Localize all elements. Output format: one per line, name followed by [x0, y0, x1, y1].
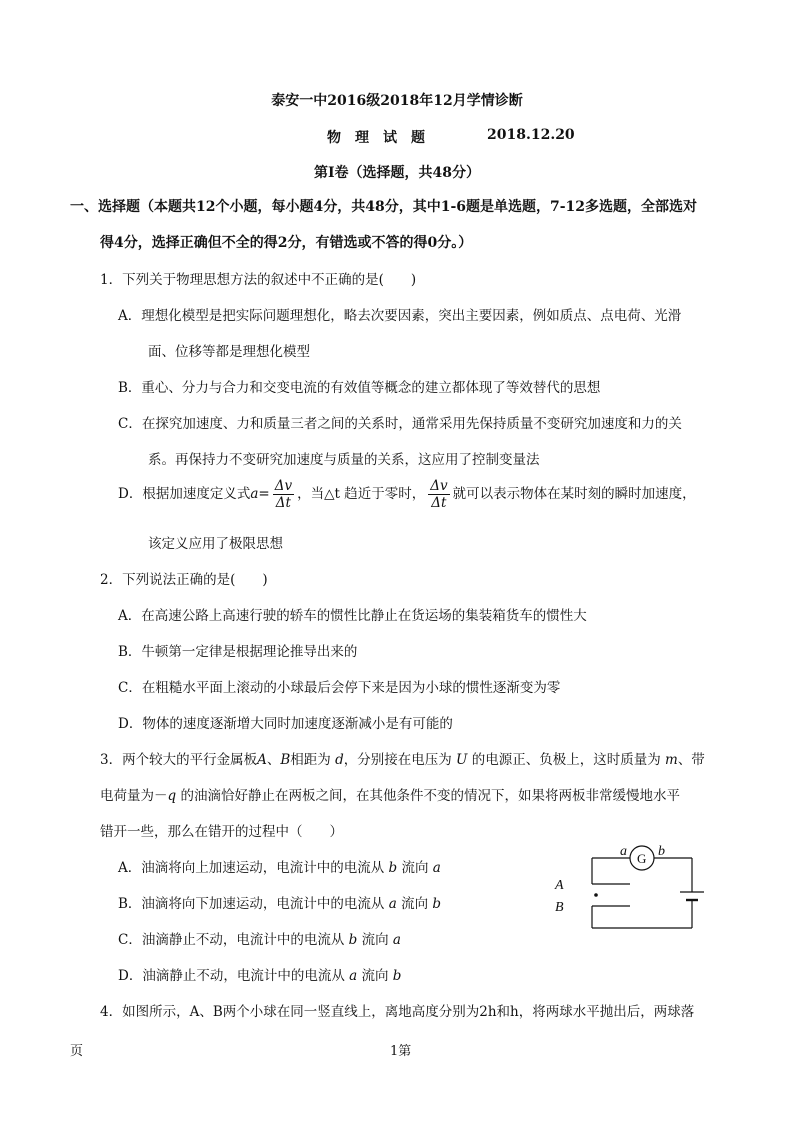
opt-text: 流向 [361, 968, 389, 984]
opt-symbol: b [432, 896, 442, 912]
question-3-option-c [118, 928, 401, 948]
q3-text: 、带 [677, 752, 705, 768]
capacitor-circuit-diagram [540, 840, 720, 940]
charge-symbol: q [167, 788, 177, 804]
label-b: b [658, 844, 665, 859]
section-instructions-line2: 得4分，选择正确但不全的得2分，有错选或不答的得0分。） [100, 235, 473, 251]
formula-fraction-2 [428, 478, 449, 511]
exam-subject: 物 理 试 题 [327, 130, 425, 146]
opt-text: D．油滴静止不动，电流计中的电流从 [118, 968, 345, 984]
q3-text: ，分别接在电压为 [343, 752, 452, 768]
page-number: 1第 [390, 1044, 412, 1059]
oil-drop-dot [594, 893, 598, 897]
question-1-option-b: B．重心、分力与合力和交变电流的有效值等概念的建立都体现了等效替代的思想 [118, 380, 601, 396]
label-plate-a: A [555, 878, 564, 893]
question-2-stem: 2．下列说法正确的是( ) [100, 572, 268, 588]
option-d-text-post: 就可以表示物体在某时刻的瞬时加速度， [452, 486, 696, 502]
fraction-denominator: Δt [431, 495, 447, 511]
formula-a: a [250, 486, 259, 502]
question-1-option-c-line2: 系。再保持力不变研究加速度与质量的关系，这应用了控制变量法 [148, 452, 540, 468]
plate-a-symbol: A [257, 752, 267, 768]
question-3-option-d [118, 964, 401, 984]
question-3-stem-line2 [100, 784, 680, 804]
label-a: a [620, 844, 627, 859]
question-1-option-d-line1 [118, 478, 696, 511]
opt-text: 流向 [361, 932, 389, 948]
label-plate-b: B [555, 900, 564, 915]
question-1-option-d-line2: 该定义应用了极限思想 [148, 536, 283, 552]
q3-text: 的电源正、负极上，这时质量为 [471, 752, 661, 768]
opt-text: 流向 [401, 896, 429, 912]
galvanometer-label: G [637, 851, 647, 866]
option-d-text-mid: ，当△t 趋近于零时， [297, 486, 426, 502]
question-3-stem-line3: 错开一些，那么在错开的过程中（ ） [100, 824, 343, 840]
fraction-numerator: Δv [430, 478, 448, 494]
opt-symbol: a [392, 932, 401, 948]
opt-symbol: a [432, 860, 441, 876]
plate-b-symbol: B [280, 752, 291, 768]
question-3-option-a [118, 856, 441, 876]
opt-text: 流向 [401, 860, 429, 876]
opt-symbol: a [388, 896, 397, 912]
mass-symbol: m [665, 752, 678, 768]
q3-text: 3．两个较大的平行金属板 [100, 752, 258, 768]
q3-text: 的油滴恰好静止在两板之间，在其他条件不变的情况下，如果将两板非常缓慢地水平 [180, 788, 680, 804]
voltage-symbol: U [456, 752, 468, 768]
q3-text: 电荷量为－ [100, 788, 168, 804]
question-3-stem-line1 [100, 748, 705, 768]
exam-volume-heading: 第Ⅰ卷（选择题，共48分） [313, 165, 481, 181]
opt-symbol: b [388, 860, 398, 876]
opt-symbol: a [349, 968, 358, 984]
section-instructions-line1: 一、选择题（本题共12个小题，每小题4分，共48分，其中1-6题是单选题，7-12多选题，全部选对 [70, 199, 698, 215]
question-1-stem: 1．下列关于物理思想方法的叙述中不正确的是( ) [100, 272, 417, 288]
opt-symbol: b [348, 932, 358, 948]
fraction-numerator: Δv [274, 478, 293, 494]
opt-text: B．油滴将向下加速运动，电流计中的电流从 [118, 896, 385, 912]
opt-text: A．油滴将向上加速运动，电流计中的电流从 [118, 860, 385, 876]
opt-text: C．油滴静止不动，电流计中的电流从 [118, 932, 345, 948]
page-footer-left: 页 [70, 1044, 84, 1059]
question-3-option-b [118, 892, 441, 912]
opt-symbol: b [392, 968, 402, 984]
distance-symbol: d [335, 752, 344, 768]
q3-text: 、 [266, 752, 281, 768]
q3-text: 相距为 [290, 752, 331, 768]
question-2-option-b: B．牛顿第一定律是根据理论推导出来的 [118, 644, 358, 660]
exam-school-title: 泰安一中2016级2018年12月学情诊断 [271, 93, 523, 109]
question-2-option-c: C．在粗糙水平面上滚动的小球最后会停下来是因为小球的惯性逐渐变为零 [118, 680, 561, 696]
exam-date: 2018.12.20 [487, 127, 575, 143]
question-2-option-d: D．物体的速度逐渐增大同时加速度逐渐减小是有可能的 [118, 716, 453, 732]
fraction-denominator: Δt [275, 495, 291, 511]
question-1-option-a-line1: A．理想化模型是把实际问题理想化，略去次要因素，突出主要因素，例如质点、点电荷、光滑 [118, 308, 682, 324]
formula-equals: = [258, 486, 270, 502]
option-d-text-pre: D．根据加速度定义式 [118, 486, 251, 502]
question-1-option-a-line2: 面、位移等都是理想化模型 [148, 344, 310, 360]
question-2-option-a: A．在高速公路上高速行驶的轿车的惯性比静止在货运场的集装箱货车的惯性大 [118, 608, 587, 624]
question-1-option-c-line1: C．在探究加速度、力和质量三者之间的关系时，通常采用先保持质量不变研究加速度和力的关 [118, 416, 682, 432]
formula-fraction-1 [273, 478, 294, 511]
question-4-stem: 4．如图所示，A、B两个小球在同一竖直线上，离地高度分别为2h和h，将两球水平抛出后，两球落 [100, 1004, 695, 1020]
